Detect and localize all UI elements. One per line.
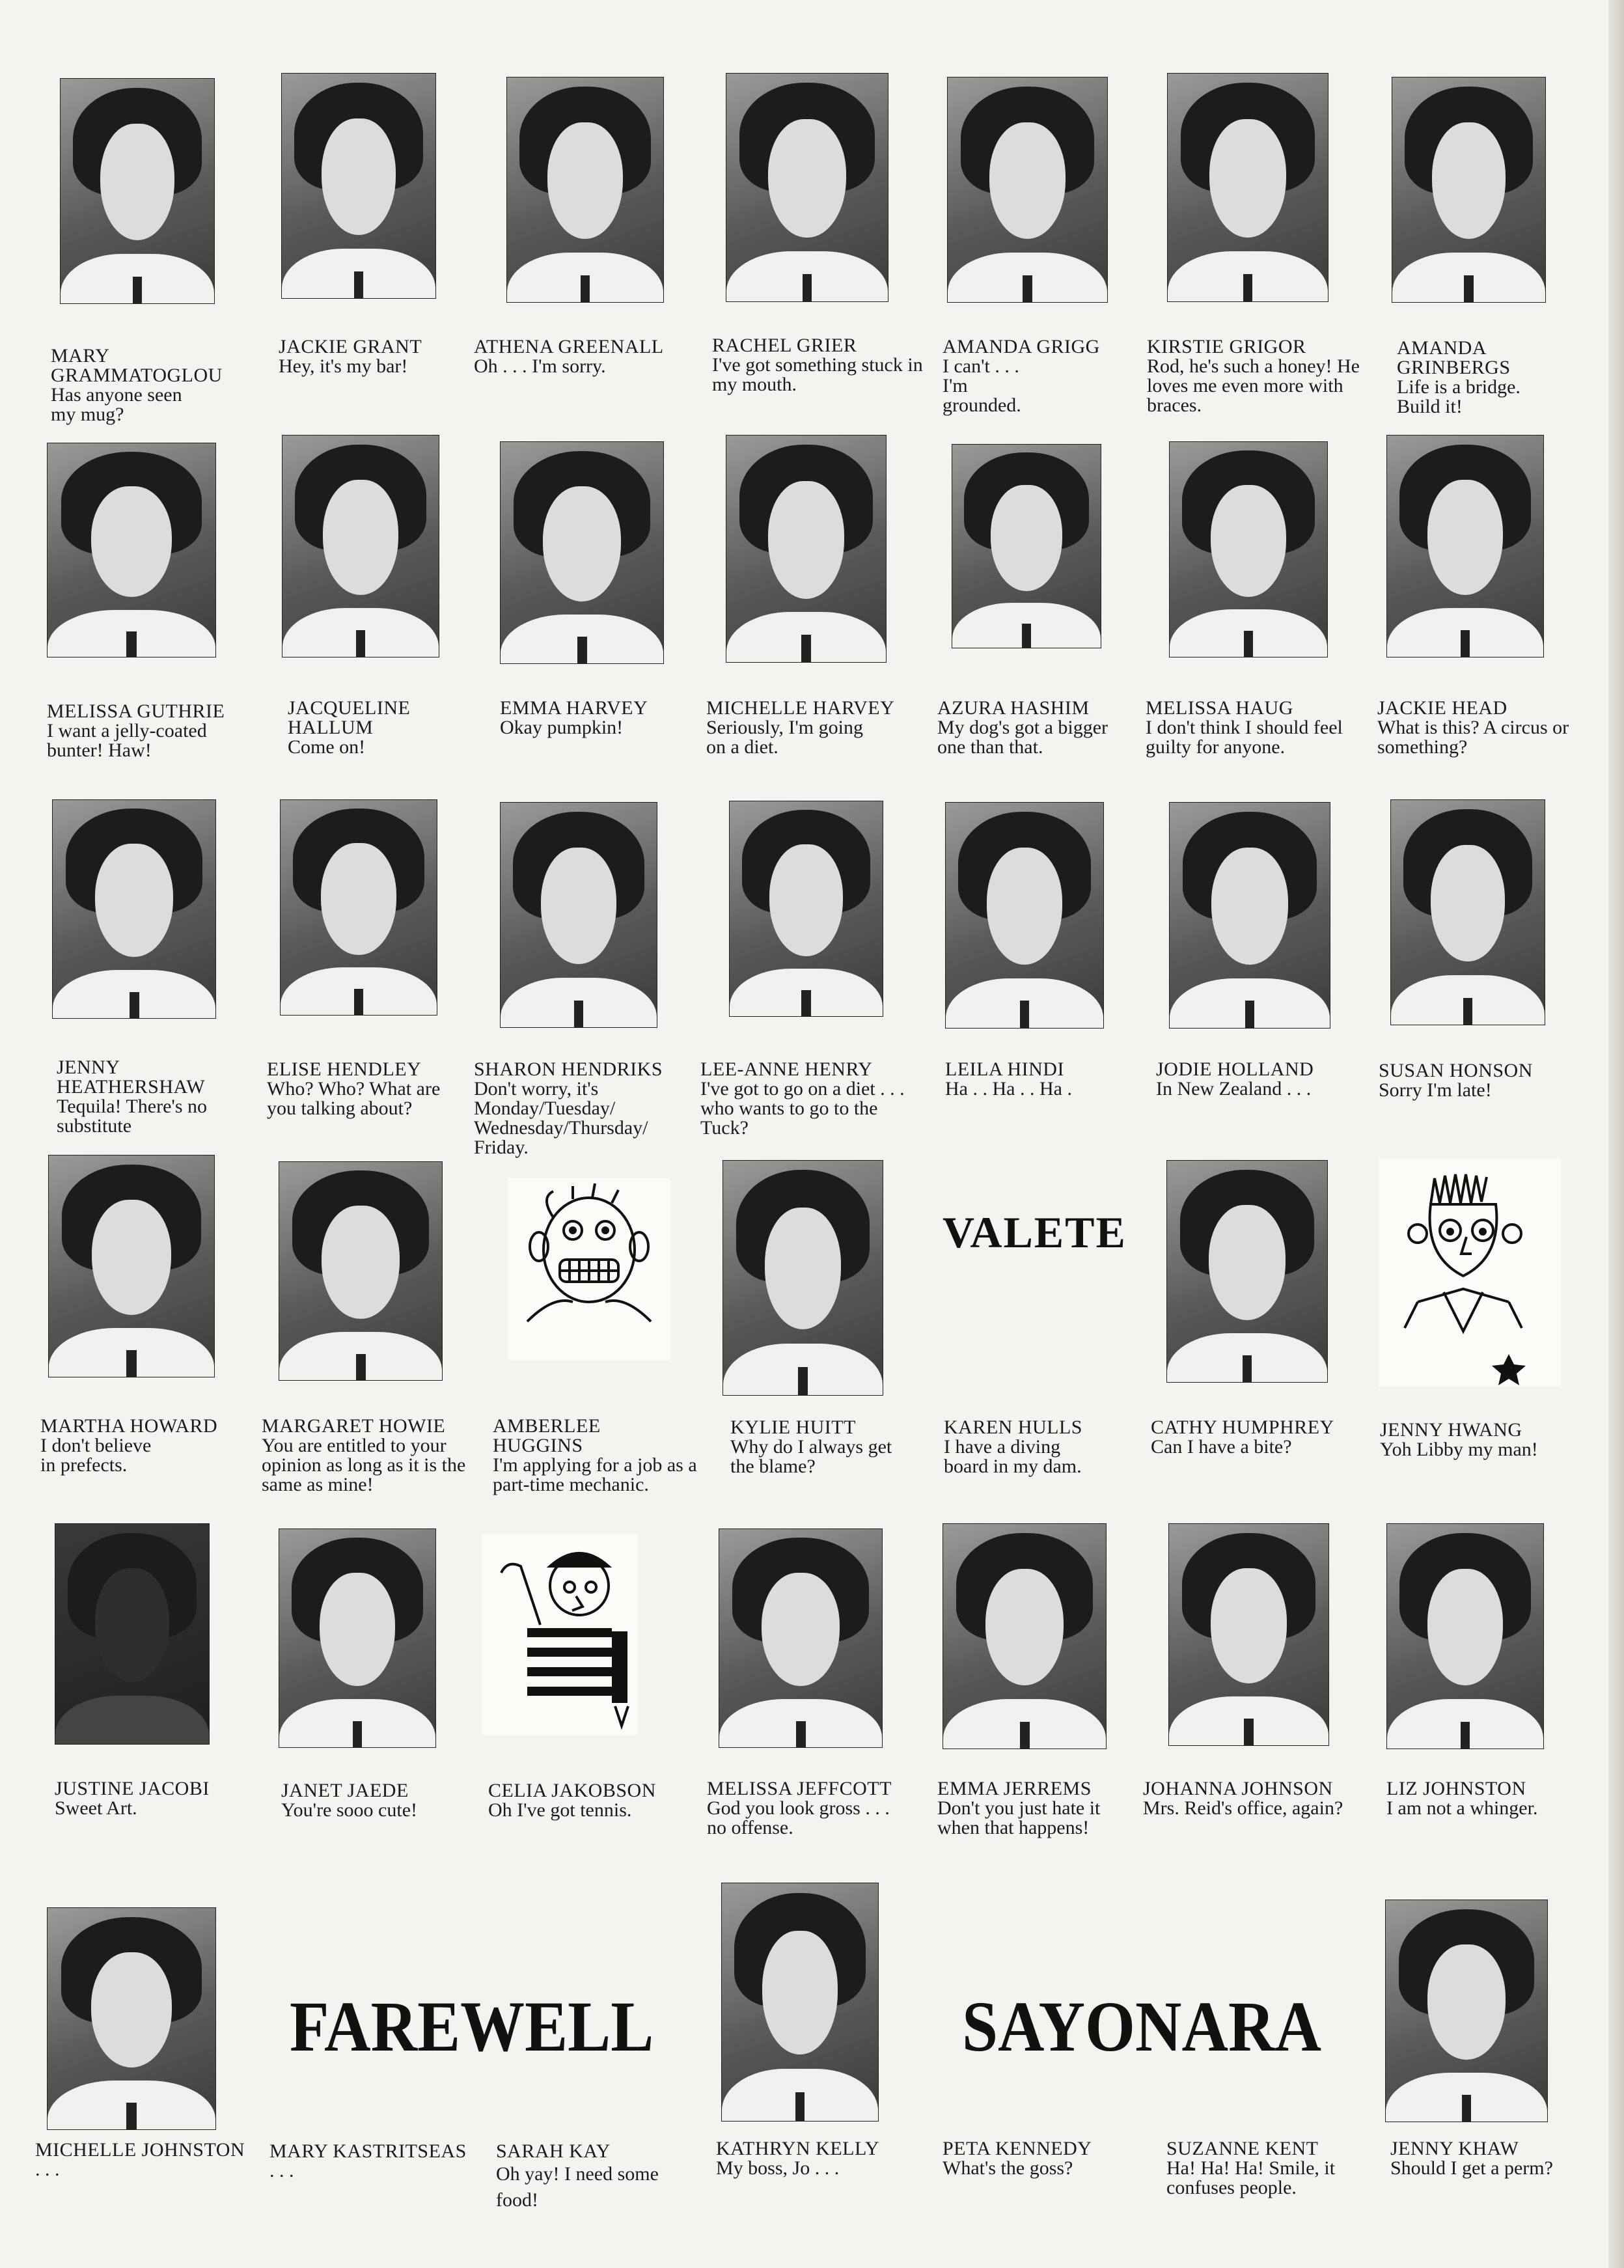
student-quote: . . . (35, 2159, 60, 2180)
portrait-photo (947, 77, 1108, 303)
student-quote: In New Zealand . . . (1156, 1078, 1312, 1099)
student-quote: I can't . . . I'm grounded. (943, 355, 1021, 416)
student-caption (1386, 1779, 1582, 1818)
student-caption (55, 1779, 250, 1818)
student-caption (288, 698, 457, 757)
farewell-heading: FAREWELL (290, 1987, 654, 2066)
student-caption (1146, 698, 1360, 757)
student-quote: You are entitled to your opinion as long as it is the same as mine! (262, 1435, 466, 1495)
student-name: LIZ JOHNSTON (1386, 1778, 1526, 1799)
student-caption (1156, 1060, 1351, 1099)
student-caption (474, 1060, 682, 1157)
student-quote: My dog's got a bigger one than that. (937, 717, 1108, 758)
student-caption (1379, 1061, 1574, 1100)
student-name: AZURA HASHIM (937, 697, 1090, 719)
student-quote: I don't think I should feel guilty for anyone. (1146, 717, 1343, 758)
portrait-photo (1386, 435, 1544, 657)
student-quote: You're sooo cute! (281, 1799, 418, 1821)
student-quote: Oh yay! I need some food! (496, 2163, 659, 2211)
student-caption (712, 336, 927, 394)
student-quote: Yoh Libby my man! (1380, 1439, 1538, 1460)
portrait-photo (280, 799, 437, 1016)
student-name: ATHENA GREENALL (474, 336, 664, 357)
portrait-photo (729, 801, 883, 1017)
student-caption (279, 337, 461, 376)
portrait-photo (281, 73, 436, 299)
student-quote: I'm applying for a job as a part-time mechanic. (493, 1454, 697, 1495)
student-name: RACHEL GRIER (712, 335, 857, 356)
student-quote: Life is a bridge. Build it! (1397, 376, 1521, 417)
student-name: LEE-ANNE HENRY (700, 1058, 873, 1080)
portrait-photo (1169, 441, 1328, 657)
student-caption (496, 2142, 691, 2213)
student-caption (945, 1060, 1140, 1099)
student-caption (47, 702, 255, 760)
student-quote: Okay pumpkin! (500, 717, 624, 738)
portrait-photo (1169, 802, 1330, 1029)
student-quote: Hey, it's my bar! (279, 355, 408, 377)
portrait-photo (47, 1907, 216, 2130)
portrait-photo (1386, 1523, 1544, 1749)
student-caption (700, 1060, 915, 1138)
portrait-photo (500, 441, 664, 664)
student-name: JUSTINE JACOBI (55, 1778, 210, 1799)
student-quote: Can I have a bite? (1151, 1436, 1292, 1458)
portrait-photo (952, 444, 1101, 648)
student-quote: Come on! (288, 736, 366, 758)
student-name: AMANDA GRIGG (943, 336, 1100, 357)
student-caption (937, 1779, 1133, 1838)
portrait-photo (1167, 73, 1328, 302)
portrait-photo (945, 802, 1104, 1029)
student-caption (474, 337, 689, 376)
student-name: JENNY HEATHERSHAW (57, 1057, 206, 1098)
student-name: JACKIE GRANT (279, 336, 422, 357)
student-quote: Ha . . Ha . . Ha . (945, 1078, 1072, 1099)
student-quote: I've got something stuck in my mouth. (712, 354, 923, 395)
student-caption (730, 1418, 926, 1476)
student-name: AMBERLEE HUGGINS (493, 1415, 601, 1456)
page-edge (1608, 0, 1624, 2268)
portrait-photo (1166, 1160, 1328, 1383)
student-quote: What is this? A circus or something? (1377, 717, 1569, 758)
student-name: JACQUELINE HALLUM (288, 697, 411, 738)
student-quote: Ha! Ha! Ha! Smile, it confuses people. (1166, 2157, 1336, 2198)
portrait-photo (1385, 1900, 1548, 2122)
student-caption (706, 698, 921, 757)
student-quote: Tequila! There's no substitute (57, 1096, 208, 1137)
student-caption (262, 1417, 476, 1495)
student-name: KYLIE HUITT (730, 1417, 856, 1438)
student-name: SARAH KAY (496, 2140, 611, 2162)
portrait-photo (506, 77, 664, 303)
student-name: MARY KASTRITSEAS (269, 2140, 467, 2162)
student-caption (40, 1417, 249, 1475)
student-name: MARGARET HOWIE (262, 1415, 446, 1437)
portrait-photo (52, 799, 216, 1019)
student-caption (1166, 2139, 1362, 2198)
student-name: CATHY HUMPHREY (1151, 1417, 1334, 1438)
student-quote: My boss, Jo . . . (716, 2157, 840, 2179)
cartoon-face-icon (508, 1178, 670, 1361)
student-quote: Who? Who? What are you talking about? (267, 1078, 441, 1119)
student-caption (493, 1417, 708, 1495)
portrait-photo (723, 1160, 883, 1396)
student-name: JENNY HWANG (1380, 1419, 1522, 1441)
student-name: EMMA JERREMS (937, 1778, 1092, 1799)
student-name: EMMA HARVEY (500, 697, 648, 719)
sayonara-heading: SAYONARA (962, 1987, 1321, 2066)
student-quote: I am not a whinger. (1386, 1797, 1538, 1819)
cartoon-drawing-face (508, 1178, 670, 1361)
student-quote: Rod, he's such a honey! He loves me even more with braces. (1147, 355, 1360, 416)
student-caption (35, 2140, 256, 2179)
student-quote: Should I get a perm? (1390, 2157, 1553, 2179)
student-quote: Mrs. Reid's office, again? (1143, 1797, 1343, 1819)
student-name: KAREN HULLS (944, 1417, 1082, 1438)
portrait-photo (943, 1523, 1107, 1749)
student-name: MARY GRAMMATOGLOU (51, 345, 223, 386)
portrait-photo (726, 435, 887, 663)
student-quote: Oh . . . I'm sorry. (474, 355, 606, 377)
student-quote: I've got to go on a diet . . . who wants to go to the Tuck? (700, 1078, 905, 1139)
cartoon-striped-figure-icon (482, 1534, 638, 1736)
student-quote: Has anyone seen my mug? (51, 384, 182, 425)
student-caption (707, 1779, 902, 1838)
student-name: PETA KENNEDY (943, 2138, 1092, 2159)
student-caption (1397, 339, 1566, 417)
student-caption (1147, 337, 1362, 415)
portrait-photo (721, 1883, 879, 2122)
student-caption (51, 346, 246, 424)
student-caption (281, 1781, 476, 1820)
student-caption (500, 698, 695, 738)
student-caption (488, 1781, 683, 1820)
student-name: MARTHA HOWARD (40, 1415, 218, 1437)
student-name: LEILA HINDI (945, 1058, 1064, 1080)
student-caption (269, 2142, 491, 2181)
portrait-photo (1168, 1523, 1329, 1746)
portrait-photo (48, 1155, 215, 1377)
student-caption (1151, 1418, 1366, 1457)
student-quote: I don't believe in prefects. (40, 1435, 152, 1476)
portrait-photo (1392, 77, 1546, 303)
student-name: ELISE HENDLEY (267, 1058, 422, 1080)
portrait-photo (1390, 799, 1545, 1025)
student-name: JACKIE HEAD (1377, 697, 1507, 719)
student-caption (943, 337, 1138, 415)
portrait-photo (55, 1523, 210, 1745)
student-name: MICHELLE JOHNSTON (35, 2139, 245, 2161)
student-name: KIRSTIE GRIGOR (1147, 336, 1306, 357)
student-caption (937, 698, 1133, 757)
portrait-photo (282, 435, 439, 657)
portrait-photo (279, 1161, 443, 1381)
portrait-photo (60, 78, 215, 304)
student-caption (1143, 1779, 1364, 1818)
student-name: KATHRYN KELLY (716, 2138, 879, 2159)
student-quote: Don't worry, it's Monday/Tuesday/ Wednesday/Thursday/ Friday. (474, 1078, 648, 1158)
student-caption (1380, 1420, 1575, 1459)
student-quote: What's the goss? (943, 2157, 1073, 2179)
student-name: JANET JAEDE (281, 1780, 409, 1801)
student-quote: God you look gross . . . no offense. (707, 1797, 890, 1838)
student-quote: Why do I always get the blame? (730, 1436, 892, 1477)
student-name: AMANDA GRINBERGS (1397, 337, 1511, 378)
student-quote: Sorry I'm late! (1379, 1079, 1492, 1101)
student-quote: Oh I've got tennis. (488, 1799, 632, 1821)
cartoon-officer-icon (1379, 1159, 1561, 1387)
cartoon-drawing-striped-figure (482, 1534, 638, 1736)
portrait-photo (47, 443, 216, 657)
student-caption (1390, 2139, 1586, 2178)
student-quote: Seriously, I'm going on a diet. (706, 717, 863, 758)
student-name: MELISSA HAUG (1146, 697, 1293, 719)
portrait-photo (719, 1528, 883, 1748)
student-name: SUSAN HONSON (1379, 1060, 1533, 1081)
cartoon-drawing-officer (1379, 1159, 1561, 1387)
portrait-photo (726, 73, 888, 302)
student-name: JOHANNA JOHNSON (1143, 1778, 1333, 1799)
student-quote: Don't you just hate it when that happens! (937, 1797, 1101, 1838)
student-name: CELIA JAKOBSON (488, 1780, 656, 1801)
student-name: MELISSA GUTHRIE (47, 700, 225, 722)
student-name: SHARON HENDRIKS (474, 1058, 663, 1080)
student-quote: Sweet Art. (55, 1797, 137, 1819)
student-name: JENNY KHAW (1390, 2138, 1519, 2159)
portrait-photo (279, 1528, 436, 1748)
student-name: SUZANNE KENT (1166, 2138, 1319, 2159)
student-caption (57, 1058, 239, 1136)
student-caption (1377, 698, 1586, 757)
portrait-photo (500, 802, 657, 1028)
student-name: MICHELLE HARVEY (706, 697, 895, 719)
valete-heading: VALETE (943, 1208, 1127, 1257)
student-quote: . . . (269, 2160, 294, 2181)
student-name: MELISSA JEFFCOTT (707, 1778, 892, 1799)
student-quote: I want a jelly-coated bunter! Haw! (47, 720, 207, 761)
student-name: JODIE HOLLAND (1156, 1058, 1314, 1080)
student-caption (716, 2139, 911, 2178)
student-caption (943, 2139, 1138, 2178)
student-caption (267, 1060, 475, 1118)
student-quote: I have a diving board in my dam. (944, 1436, 1082, 1477)
student-caption (944, 1418, 1139, 1476)
